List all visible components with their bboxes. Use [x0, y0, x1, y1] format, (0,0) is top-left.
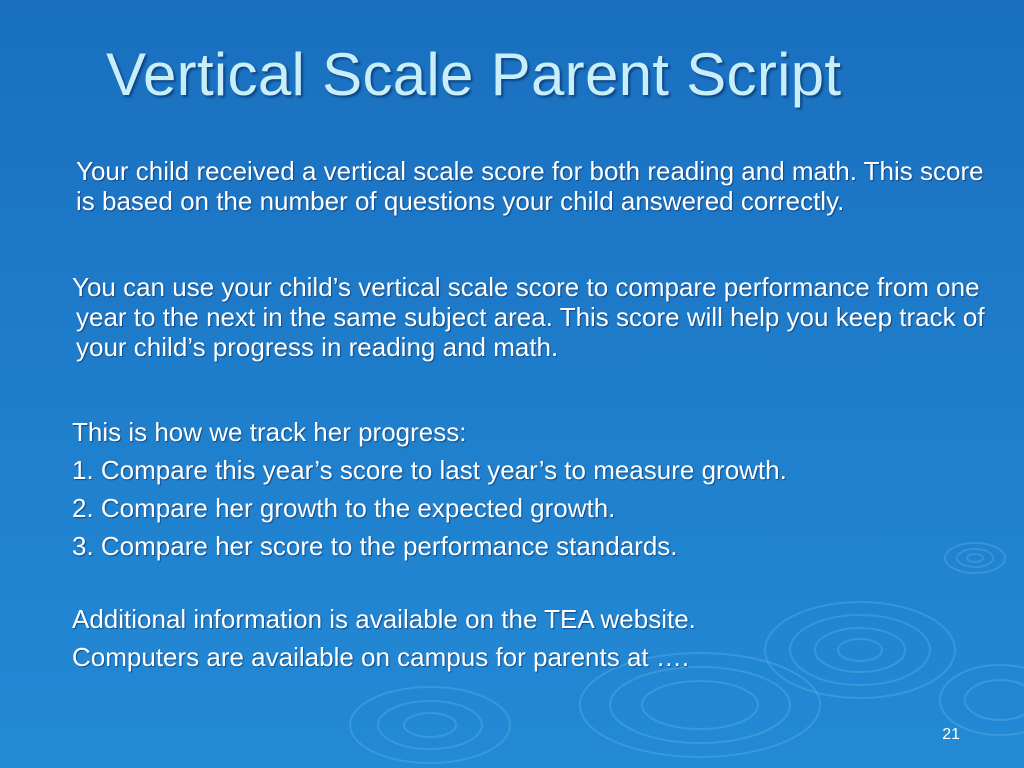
progress-step-1: 1. Compare this year’s score to last year’s to measure growth.: [72, 455, 787, 485]
progress-step-3: 3. Compare her score to the performance standards.: [72, 531, 678, 561]
additional-info-list: [72, 600, 992, 676]
tea-website-note: Additional information is available on the TEA website.: [72, 604, 696, 634]
slide-number: 21: [942, 726, 960, 743]
campus-computers-note: Computers are available on campus for parents at ….: [72, 642, 690, 672]
progress-step-2: 2. Compare her growth to the expected growth.: [72, 493, 616, 523]
score-explanation-paragraph: Your child received a vertical scale score for both reading and math. This score is based on the number of questions your child answered correctly.: [76, 156, 984, 216]
progress-steps-list: [72, 413, 992, 565]
score-usage-paragraph: You can use your child’s vertical scale score to compare performance from one year to the next in the same subject area. This score will help you keep track of your child’s progress in reading and math.: [72, 272, 985, 362]
slide-title: Vertical Scale Parent Script: [106, 41, 842, 108]
progress-intro: This is how we track her progress:: [72, 417, 467, 447]
